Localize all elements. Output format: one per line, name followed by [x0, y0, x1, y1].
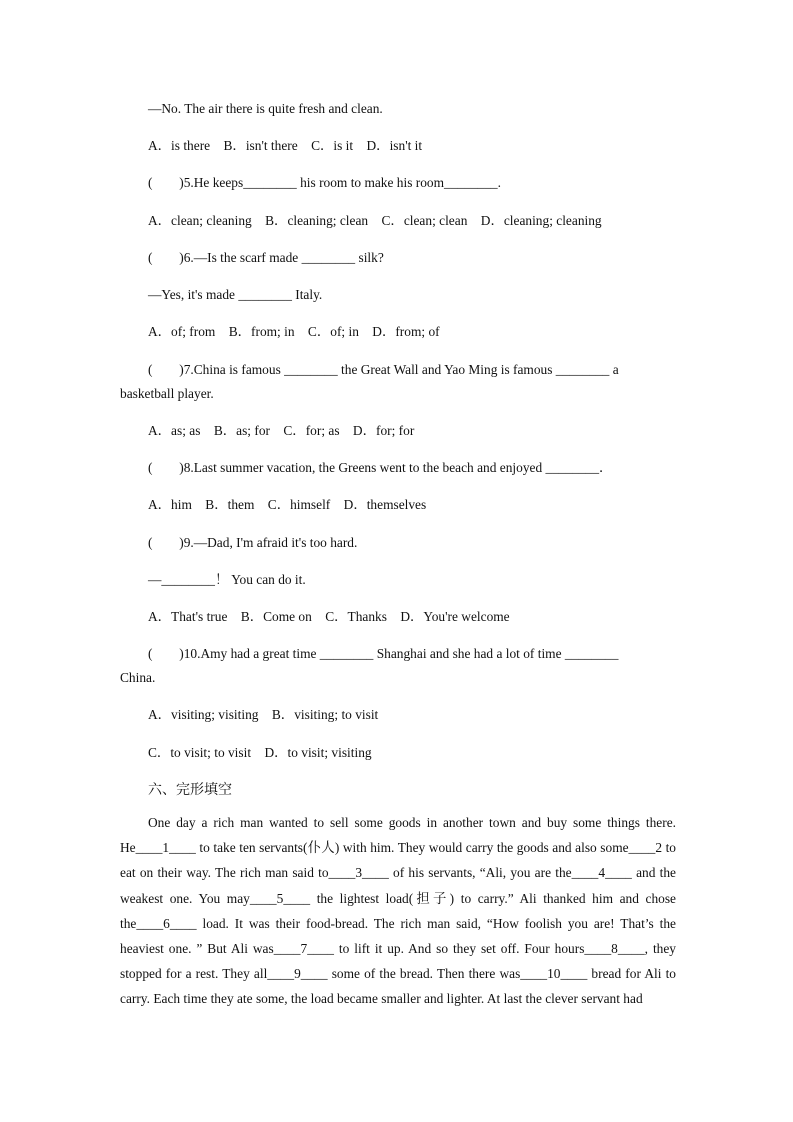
question-10-continued: China. [120, 670, 156, 685]
answer-options: A．visiting; visiting B．visiting; to visit [148, 707, 379, 722]
answer-options: A．clean; cleaning B．cleaning; clean C．clean; clean D．cleaning; cleaning [148, 213, 602, 228]
section-heading: 六、完形填空 [148, 782, 232, 798]
dialogue-line: —No. The air there is quite fresh and clean. [148, 101, 383, 116]
dialogue-line: —Yes, it's made ________ Italy. [148, 287, 323, 302]
question-6: ( )6.—Is the scarf made ________ silk? [148, 250, 384, 265]
dialogue-line: —________！ You can do it. [148, 572, 306, 587]
answer-options: A．is there B．isn't there C．is it D．isn't it [148, 138, 423, 153]
question-10: ( )10.Amy had a great time ________ Shanghai and she had a lot of time ________ [148, 646, 619, 661]
question-5: ( )5.He keeps________ his room to make his room________. [148, 175, 501, 190]
cloze-passage: One day a rich man wanted to sell some goods in another town and buy some things there. He____1____ to take ten servants(仆人) with him. They would carry the goods and also some____2 to eat on their way. The rich man said to____3____ of his servants, “Ali, you are the____4____ and the weakest one. You may____5____ the lightest load(担子) to carry.” Ali thanked him and chose the____6____ load. It was their food-bread. The rich man said, “How foolish you are! That’s the heaviest one. ” But Ali was____7____ to lift it up. And so they set off. Four hours____8____, they stopped for a rest. They all____9____ some of the bread. Then there was____10____ bread for Ali to carry. Each time they ate some, the load became smaller and lighter. At last the clever servant had [120, 815, 676, 1007]
question-9: ( )9.—Dad, I'm afraid it's too hard. [148, 535, 358, 550]
question-8: ( )8.Last summer vacation, the Greens went to the beach and enjoyed ________． [148, 460, 613, 475]
answer-options: A．of; from B．from; in C．of; in D．from; of [148, 324, 440, 339]
answer-options: A．him B．them C．himself D．themselves [148, 497, 427, 512]
answer-options: A．That's true B．Come on C．Thanks D．You're welcome [148, 609, 510, 624]
answer-options: C．to visit; to visit D．to visit; visiting [148, 745, 372, 760]
question-7: ( )7.China is famous ________ the Great Wall and Yao Ming is famous ________ a [148, 362, 619, 377]
answer-options: A．as; as B．as; for C．for; as D．for; for [148, 423, 415, 438]
question-7-continued: basketball player. [120, 386, 214, 401]
